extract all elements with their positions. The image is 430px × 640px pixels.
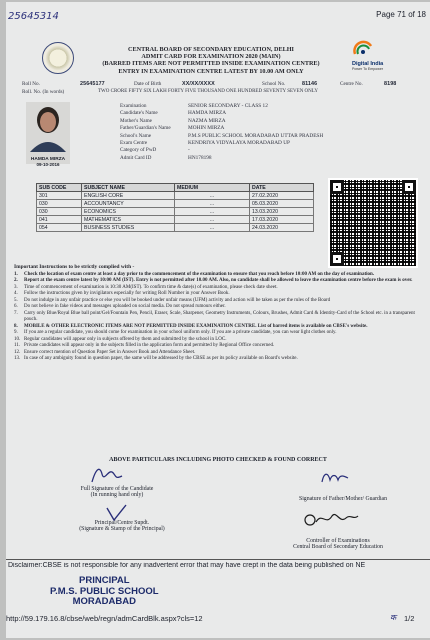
detail-value: NAZMA MIRZA (188, 117, 226, 124)
instruction-text: Carry only Blue/Royal Blue ball point/Gel/Fountain Pen, Pencil, Eraser, Scale, Sharpener, Geometry Instruments, Colours, Brushes, Admit Card & Identity-Card of the School etc. in a transparent pouch. (24, 310, 415, 322)
principal-signature-note: (Signature & Stamp of the Principal) (79, 526, 165, 532)
table-row (37, 192, 314, 200)
detail-row (120, 103, 420, 110)
table-row (37, 208, 314, 216)
detail-value: P.M.S PUBLIC SCHOOL MORADABAD UTTAR PRADESH (188, 132, 324, 139)
controller-caption (258, 538, 418, 550)
sub-code: 030 (37, 208, 82, 216)
instruction-text: Check the location of exam centre at least a day prior to the commencement of the examination to ensure that you reach before 10:00 AM on the day of examination. (24, 271, 375, 277)
header-admit-card: ADMIT CARD FOR EXAMINATION 2020 (MAIN) (141, 53, 281, 61)
detail-row (120, 125, 420, 132)
instruction-text: Regular candidates will appear only in subjects offered by them and submitted by the school in LOC. (24, 336, 227, 342)
candidate-signature-label: Full Signature of the Candidate (80, 486, 154, 492)
detail-label: Admit Card ID (120, 154, 152, 161)
medium: ... (175, 216, 250, 224)
controller-signature (302, 508, 362, 530)
candidate-signature (88, 464, 128, 486)
stamp-title: PRINCIPAL (79, 575, 130, 586)
table-row (37, 224, 314, 232)
table-row (37, 216, 314, 224)
instruction-number: 2. (14, 278, 18, 283)
footer-page: 1/2 (404, 614, 415, 623)
dob-label: Date of Birth (134, 81, 162, 87)
candidate-signature-note: (In running hand only) (90, 492, 144, 498)
roll-no-label: Roll No. (22, 81, 40, 87)
roll-words-value: TWO CRORE FIFTY SIX LAKH FORTY FIVE THOUSAND ONE HUNDRED SEVENTY SEVEN ONLY (98, 89, 318, 94)
photo-date: 09-10-2016 (36, 162, 60, 167)
exam-date: 27.02.2020 (250, 192, 314, 200)
sub-code: 041 (37, 216, 82, 224)
detail-label: Mother's Name (120, 117, 152, 124)
document-header (76, 46, 346, 75)
sub-code: 054 (37, 224, 82, 232)
detail-value: - (188, 147, 190, 154)
digital-india-emblem-icon (352, 40, 374, 56)
instruction-number: 9. (14, 330, 18, 335)
instruction-text: If you are a regular candidate, you should come for examination in your school uniform only. If you are a private candidate, you can wear light clothes only. (24, 330, 337, 335)
dob-value: XX/XX/XXXX (182, 81, 215, 87)
school-no-label: School No. (262, 81, 286, 87)
subject-name: ACCOUNTANCY (82, 200, 175, 208)
stamp-city: MORADABAD (72, 596, 136, 607)
instruction-text: Do not believe in fake videos and messages uploaded on social media. Do not spread rumours either. (24, 304, 226, 309)
sub-code: 301 (37, 192, 82, 200)
instruction-number: 3. (14, 284, 18, 290)
instruction-number: 12. (14, 349, 21, 355)
parent-signature-label: Signature of Father/Mother/ Guardian (298, 496, 388, 502)
detail-label: Father/Guardian's Name (120, 125, 171, 132)
medium: ... (175, 200, 250, 208)
instruction-number: 6. (14, 304, 18, 309)
instruction-number: 4. (14, 291, 18, 296)
instruction-text: Follow the instructions given by invigilators especially for writing Roll Number in your Answer Book. (24, 291, 230, 296)
candidate-portrait (26, 102, 70, 152)
instruction-item (14, 356, 422, 363)
instructions (14, 264, 422, 363)
exam-date: 17.03.2020 (250, 216, 314, 224)
instruction-text: Ensure correct mention of Question Paper Set in Answer Book and Attendance Sheet. (24, 349, 196, 355)
parent-signature (318, 468, 358, 488)
detail-row (120, 118, 420, 125)
handwritten-mark: क (390, 613, 397, 622)
header-barred-items: (BARRED ITEMS ARE NOT PERMITTED INSIDE EXAMINATION CENTRE) (102, 60, 320, 68)
table-row (37, 200, 314, 208)
medium: ... (175, 224, 250, 232)
photo-name: HAMDA MIRZA (30, 157, 66, 162)
detail-label: Examination (120, 103, 147, 109)
disclaimer: Disclaimer:CBSE is not responsible for any inadvertent error that may have crept in the data being published on NE (8, 562, 366, 569)
principal-signature-label: Principal/Centre Supdt. (94, 520, 150, 526)
cbse-logo (42, 42, 74, 74)
instruction-number: 5. (14, 297, 18, 303)
qr-finder-pattern (330, 180, 344, 194)
header-board: CENTRAL BOARD OF SECONDARY EDUCATION, DELHI (128, 46, 294, 53)
roll-no-value: 25645177 (80, 81, 105, 87)
exam-date: 13.03.2020 (250, 208, 314, 216)
detail-row (120, 133, 420, 140)
instruction-number: 11. (14, 343, 21, 348)
verification-statement: ABOVE PARTICULARS INCLUDING PHOTO CHECKED & FOUND CORRECT (109, 457, 327, 463)
instruction-number: 8. (14, 323, 18, 329)
qr-code (328, 178, 418, 268)
header-subject-name: SUBJECT NAME (82, 184, 175, 192)
instruction-number: 1. (14, 271, 18, 277)
medium: ... (175, 192, 250, 200)
detail-value: HN178198 (188, 154, 212, 161)
instruction-text: Time of commencement of examination is 10:30 AM(IST). To confirm time & date(s) of examination, please check date sheet. (24, 284, 278, 290)
school-no-value: 81146 (302, 81, 318, 87)
digital-india-logo (352, 40, 400, 71)
detail-row (120, 110, 420, 117)
digital-india-text: Digital India (352, 61, 384, 67)
detail-label: Exam Centre (120, 139, 148, 146)
sub-code: 030 (37, 200, 82, 208)
subject-table-header (37, 184, 314, 192)
header-medium: MEDIUM (175, 184, 250, 192)
exam-date: 05.03.2020 (250, 200, 314, 208)
detail-row (120, 155, 420, 162)
detail-value: HAMDA MIRZA (188, 110, 227, 117)
detail-value: MOHIN MIRZA (188, 125, 225, 132)
candidate-signature-caption (62, 486, 172, 498)
instructions-heading: Important Instructions to be strictly complied with - (14, 264, 135, 270)
instruction-text: Report at the exam centre latest by 10:00 AM (IST). Entry is not permitted after 10.00 AM. Also, no candidate shall be allowed to leave the examination centre before the exam is over. (24, 278, 413, 283)
detail-value: KENDRIYA VIDYALAYA MORADABAD UP (188, 139, 290, 146)
subject-name: ENGLISH CORE (82, 192, 175, 200)
digital-india-tagline: Power To Empower (352, 67, 384, 71)
instruction-text: Do not indulge in any unfair practice or else you will be booked under unfair means (UFM) activity and action will be taken as per the rules of the Board (24, 297, 331, 303)
qr-finder-pattern (402, 180, 416, 194)
header-sub-code: SUB CODE (37, 184, 82, 192)
candidate-details (120, 103, 420, 162)
stamp-school: P.M.S. PUBLIC SCHOOL (50, 585, 159, 597)
instruction-item (14, 311, 422, 324)
controller-board: Central Board of Secondary Education (293, 544, 383, 550)
instruction-text: In case of any ambiguity found in question paper, the same will be addressed by the CBSE as per its policy available on Board's website. (24, 356, 298, 361)
subject-name: ECONOMICS (82, 208, 175, 216)
detail-row (120, 147, 420, 154)
centre-no-value: 8198 (384, 81, 397, 87)
principal-stamp (50, 576, 159, 608)
admit-card-sheet (6, 2, 430, 638)
exam-date: 24.03.2020 (250, 224, 314, 232)
instruction-number: 13. (14, 356, 21, 361)
footer-url: http://59.179.16.8/cbse/web/regn/admCardBlk.aspx?cls=12 (6, 614, 203, 623)
principal-signature-caption (62, 520, 182, 532)
detail-row (120, 140, 420, 147)
handwritten-id: 25645314 (8, 11, 59, 22)
centre-no-label: Centre No. (340, 81, 363, 87)
page-number: Page 71 of 18 (376, 10, 426, 19)
detail-value: SENIOR SECONDARY - CLASS 12 (188, 103, 268, 109)
instruction-text: Private candidates will appear only in the subjects filled in the application form and permitted by Regional Office concerned. (24, 343, 275, 348)
header-date: DATE (250, 184, 314, 192)
medium: ... (175, 208, 250, 216)
instruction-number: 10. (14, 336, 21, 342)
detail-label: Candidate's Name (120, 110, 158, 117)
header-entry-time: ENTRY IN EXAMINATION CENTRE LATEST BY 10.00 AM ONLY (118, 67, 304, 75)
subject-table (36, 183, 314, 232)
controller-label: Controller of Examinations (306, 538, 370, 544)
instruction-text: MOBILE & OTHER ELECTRONIC ITEMS ARE NOT PERMITTED INSIDE EXAMINATION CENTRE. List of barred items is available on CBSE's website. (24, 323, 368, 329)
roll-words-label: Roll. No. (In words) (22, 89, 65, 95)
candidate-photo (26, 102, 70, 167)
instruction-number: 7. (14, 310, 18, 316)
subject-name: MATHEMATICS (82, 216, 175, 224)
detail-label: Category of PwD (120, 147, 157, 154)
roll-number-row (22, 81, 424, 96)
subject-name: BUSINESS STUDIES (82, 224, 175, 232)
detail-label: School's Name (120, 132, 152, 139)
